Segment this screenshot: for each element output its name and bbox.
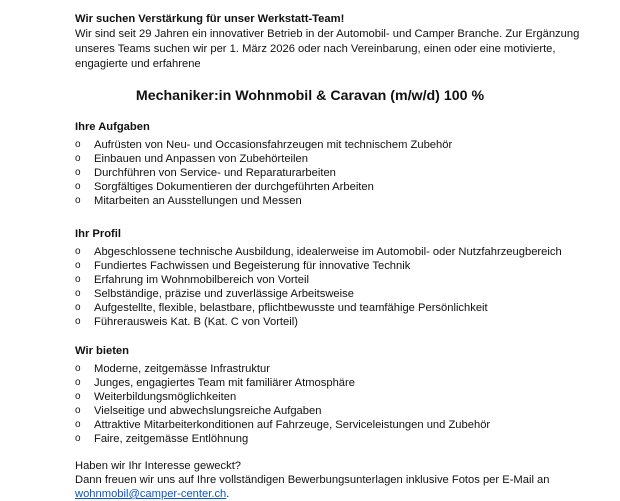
list-item: o Aufrüsten von Neu- und Occasionsfahrzeugen mit technischem Zubehör	[75, 139, 453, 151]
list-item: o Aufgestellte, flexible, belastbare, pflichtbewusste und teamfähige Persönlichkeit	[75, 302, 488, 314]
list-item: o Junges, engagiertes Team mit familiärer Atmosphäre	[75, 377, 355, 389]
bullet-icon: o	[75, 405, 81, 416]
intro-headline: Wir suchen Verstärkung für unser Werkstatt-Team!	[75, 13, 345, 25]
email-link[interactable]: wohnmobil@camper-center.ch	[75, 488, 227, 500]
bullet-icon: o	[75, 288, 81, 299]
list-item: o Führerausweis Kat. B (Kat. C von Vorteil)	[75, 316, 298, 328]
bullet-icon: o	[75, 246, 81, 257]
list-item: o Einbauen und Anpassen von Zubehörteilen	[75, 153, 308, 165]
list-bieten	[75, 362, 490, 446]
list-item: o Mitarbeiten an Ausstellungen und Messen	[75, 195, 302, 207]
bullet-icon: o	[75, 274, 81, 285]
list-item: o Durchführen von Service- und Reparaturarbeiten	[75, 167, 336, 179]
bullet-icon: o	[75, 153, 81, 164]
intro-paragraph	[75, 12, 595, 72]
bullet-icon: o	[75, 316, 81, 327]
list-item: o Sorgfältiges Dokumentieren der durchgeführten Arbeiten	[75, 181, 374, 193]
closing-email-line	[75, 487, 615, 501]
list-item: o Faire, zeitgemässe Entlöhnung	[75, 433, 249, 445]
closing-text: Dann freuen wir uns auf Ihre vollständigen Bewerbungsunterlagen inklusive Fotos per E-Mail an	[75, 474, 550, 486]
list-item: o Moderne, zeitgemässe Infrastruktur	[75, 363, 270, 375]
closing-question: Haben wir Ihr Interesse geweckt?	[75, 460, 242, 472]
list-item: o Selbständige, präzise und zuverlässige Arbeitsweise	[75, 288, 354, 300]
bullet-icon: o	[75, 139, 81, 150]
email-suffix: .	[226, 488, 230, 500]
list-item: o Attraktive Mitarbeiterkonditionen auf Fahrzeuge, Serviceleistungen und Zubehör	[75, 419, 491, 431]
bullet-icon: o	[75, 260, 81, 271]
section-heading-profil: Ihr Profil	[75, 228, 121, 240]
list-item: o Vielseitige und abwechslungsreiche Aufgaben	[75, 405, 322, 417]
bullet-icon: o	[75, 181, 81, 192]
section-heading-bieten: Wir bieten	[75, 345, 129, 357]
list-item: o Erfahrung im Wohnmobilbereich von Vorteil	[75, 274, 309, 286]
list-aufgaben	[75, 138, 452, 208]
bullet-icon: o	[75, 433, 81, 444]
bullet-icon: o	[75, 377, 81, 388]
list-profil	[75, 245, 562, 329]
job-title: Mechaniker:in Wohnmobil & Caravan (m/w/d) 100 %	[135, 88, 485, 104]
bullet-icon: o	[75, 363, 81, 374]
closing-paragraph	[75, 459, 615, 501]
intro-text: Wir sind seit 29 Jahren ein innovativer Betrieb in der Automobil- und Camper Branche. Zur Ergänzung unseres Teams suchen wir per 1. März 2026 oder nach Vereinbarung, einen oder eine motivierte, engagierte und erfahrene	[75, 28, 580, 70]
bullet-icon: o	[75, 195, 81, 206]
section-heading-aufgaben: Ihre Aufgaben	[75, 121, 150, 133]
bullet-icon: o	[75, 391, 81, 402]
bullet-icon: o	[75, 302, 81, 313]
list-item: o Weiterbildungsmöglichkeiten	[75, 391, 237, 403]
list-item: o Fundiertes Fachwissen und Begeisterung für innovative Technik	[75, 260, 411, 272]
bullet-icon: o	[75, 167, 81, 178]
list-item: o Abgeschlossene technische Ausbildung, idealerweise im Automobil- oder Nutzfahrzeugbereich	[75, 246, 562, 258]
bullet-icon: o	[75, 419, 81, 430]
